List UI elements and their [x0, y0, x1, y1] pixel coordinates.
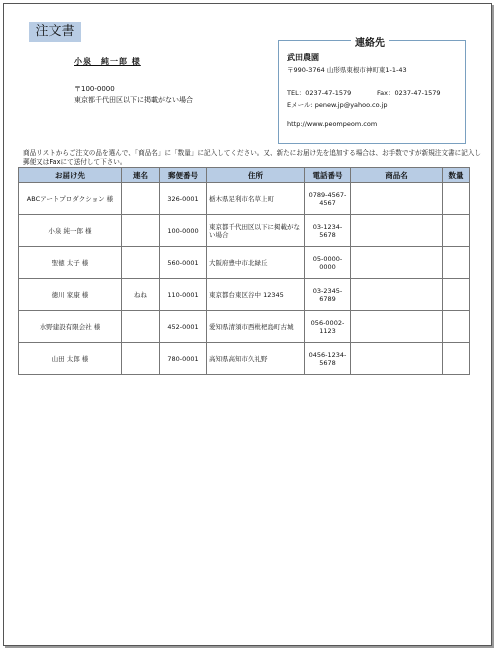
- cell-quantity[interactable]: [443, 215, 470, 247]
- cell-product[interactable]: [351, 343, 443, 375]
- contact-company: 武田農園: [287, 53, 319, 62]
- cell-joint-name[interactable]: [122, 311, 160, 343]
- cell-product[interactable]: [351, 183, 443, 215]
- cell-zip[interactable]: 100-0000: [160, 215, 207, 247]
- cell-address[interactable]: 東京都千代田区以下に掲載がない場合: [207, 215, 305, 247]
- table-header-row: [19, 168, 470, 183]
- cell-address[interactable]: 東京都台東区谷中 12345: [207, 279, 305, 311]
- cell-zip[interactable]: 780-0001: [160, 343, 207, 375]
- cell-address[interactable]: 大阪府豊中市北緑丘: [207, 247, 305, 279]
- contact-box: [278, 40, 466, 144]
- cell-phone[interactable]: 0789-4567-4567: [305, 183, 351, 215]
- cell-product[interactable]: [351, 279, 443, 311]
- table-row: [19, 343, 470, 375]
- page-title: 注文書: [29, 22, 81, 42]
- col-header-zip: 郵便番号: [160, 168, 207, 183]
- col-header-joint-name: 連名: [122, 168, 160, 183]
- cell-quantity[interactable]: [443, 247, 470, 279]
- table-row: [19, 311, 470, 343]
- table-row: [19, 183, 470, 215]
- contact-title: 連絡先: [351, 34, 389, 49]
- contact-email: Eメール: penew.jp@yahoo.co.jp: [287, 101, 388, 109]
- cell-joint-name[interactable]: [122, 247, 160, 279]
- cell-address[interactable]: 高知県高知市久礼野: [207, 343, 305, 375]
- instructions-text: 商品リストからご注文の品を選んで、「商品名」に「数量」に記入してください。又、新たにお届け先を追加する場合は、お手数ですが新規注文書に記入し郵便又はFaxにて送付して下さい。: [23, 149, 481, 166]
- cell-address[interactable]: 愛知県清須市西枇杷島町古城: [207, 311, 305, 343]
- cell-phone[interactable]: 0456-1234-5678: [305, 343, 351, 375]
- cell-zip[interactable]: 110-0001: [160, 279, 207, 311]
- col-header-product: 商品名: [351, 168, 443, 183]
- cell-zip[interactable]: 326-0001: [160, 183, 207, 215]
- col-header-phone: 電話番号: [305, 168, 351, 183]
- cell-quantity[interactable]: [443, 279, 470, 311]
- recipient-name: 小泉 純一郎 様: [74, 57, 141, 66]
- cell-zip[interactable]: 452-0001: [160, 311, 207, 343]
- recipient-address: 東京都千代田区以下に掲載がない場合: [74, 96, 193, 104]
- cell-address[interactable]: 栃木県足利市名草上町: [207, 183, 305, 215]
- cell-destination[interactable]: 徳川 家康 様: [19, 279, 122, 311]
- cell-destination[interactable]: ABCアートプロダクション 様: [19, 183, 122, 215]
- col-header-address: 住所: [207, 168, 305, 183]
- cell-product[interactable]: [351, 215, 443, 247]
- table-row: [19, 215, 470, 247]
- table-row: [19, 279, 470, 311]
- cell-destination[interactable]: 水野建設有限会社 様: [19, 311, 122, 343]
- col-header-destination: お届け先: [19, 168, 122, 183]
- contact-tel: TEL：0237-47-1579: [287, 89, 352, 97]
- cell-phone[interactable]: 056-0002-1123: [305, 311, 351, 343]
- cell-phone[interactable]: 03-1234-5678: [305, 215, 351, 247]
- cell-joint-name[interactable]: [122, 215, 160, 247]
- cell-joint-name[interactable]: [122, 183, 160, 215]
- cell-destination[interactable]: 小泉 純一郎 様: [19, 215, 122, 247]
- cell-joint-name[interactable]: [122, 343, 160, 375]
- contact-fax: Fax：0237-47-1579: [377, 89, 441, 97]
- recipient-zip: 〒100-0000: [74, 85, 115, 93]
- contact-address: 〒990-3764 山形県東根市神町東1-1-43: [287, 66, 407, 74]
- cell-quantity[interactable]: [443, 183, 470, 215]
- cell-product[interactable]: [351, 247, 443, 279]
- cell-phone[interactable]: 05-0000-0000: [305, 247, 351, 279]
- table-row: [19, 247, 470, 279]
- cell-destination[interactable]: 山田 太郎 様: [19, 343, 122, 375]
- cell-zip[interactable]: 560-0001: [160, 247, 207, 279]
- order-table: [18, 167, 470, 375]
- col-header-quantity: 数量: [443, 168, 470, 183]
- cell-phone[interactable]: 03-2345-6789: [305, 279, 351, 311]
- cell-joint-name[interactable]: ねね: [122, 279, 160, 311]
- cell-product[interactable]: [351, 311, 443, 343]
- cell-destination[interactable]: 聖徳 太子 様: [19, 247, 122, 279]
- cell-quantity[interactable]: [443, 311, 470, 343]
- cell-quantity[interactable]: [443, 343, 470, 375]
- contact-url: http://www.peompeom.com: [287, 120, 378, 128]
